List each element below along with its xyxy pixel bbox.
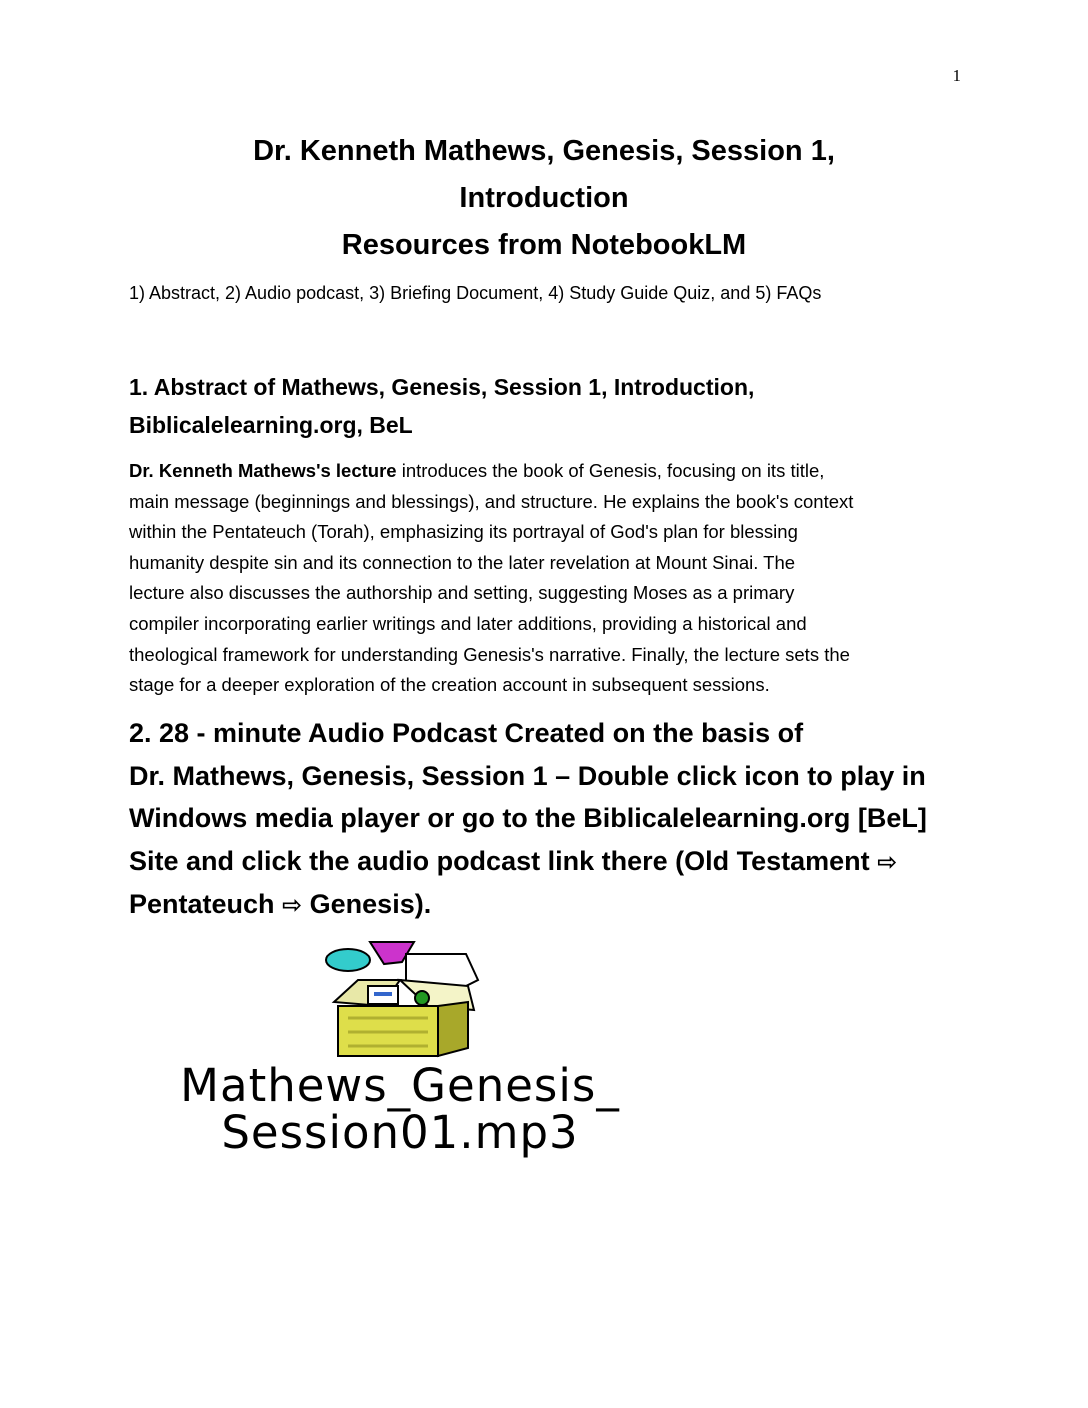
page-number: 1 (952, 66, 961, 85)
abstract-paragraph (129, 456, 964, 701)
media-package-icon[interactable] (318, 940, 484, 1058)
audio-heading-line: Pentateuch ⇨ Genesis). (129, 889, 432, 919)
title-line-2: Introduction (459, 182, 629, 214)
abstract-line: within the Pentateuch (Torah), emphasizing its portrayal of God's plan for blessing (129, 521, 798, 543)
audio-heading-line: Dr. Mathews, Genesis, Session 1 – Double click icon to play in (129, 760, 926, 791)
arrow-right-icon: ⇨ (282, 891, 303, 919)
abstract-line: lecture also discusses the authorship and setting, suggesting Moses as a primary (129, 582, 795, 604)
abstract-line: compiler incorporating earlier writings and later additions, providing a historical and (129, 612, 807, 634)
abstract-line: Dr. Kenneth Mathews's lecture introduces the book of Genesis, focusing on its title, (129, 460, 825, 481)
audio-heading-line: Site and click the audio podcast link there (Old Testament ⇨ (129, 845, 898, 876)
attachment-file-name[interactable] (140, 1059, 660, 1159)
abstract-line: humanity despite sin and its connection to the later revelation at Mount Sinai. The (129, 551, 796, 573)
contents-line: 1) Abstract, 2) Audio podcast, 3) Briefing Document, 4) Study Guide Quiz, and 5) FAQs (129, 283, 822, 303)
title-line-1: Dr. Kenneth Mathews, Genesis, Session 1, (253, 135, 835, 167)
document-title (0, 128, 1088, 269)
abstract-line: stage for a deeper exploration of the creation account in subsequent sessions. (129, 674, 770, 696)
file-name-line-2: Session01.mp3 (221, 1106, 579, 1159)
abstract-heading-line-2: Biblicalelearning.org, BeL (129, 412, 413, 438)
abstract-heading-line-1: 1. Abstract of Mathews, Genesis, Session 1, Introduction, (129, 374, 755, 400)
audio-heading-line: 2. 28 - minute Audio Podcast Created on the basis of (129, 718, 804, 748)
audio-heading-line: Windows media player or go to the Biblicalelearning.org [BeL] (129, 803, 927, 833)
file-name-line-1: Mathews_Genesis_ (180, 1059, 620, 1112)
arrow-right-icon: ⇨ (877, 847, 898, 876)
abstract-heading (129, 368, 969, 444)
abstract-lead: Dr. Kenneth Mathews's lecture (129, 460, 397, 481)
abstract-line: main message (beginnings and blessings), and structure. He explains the book's context (129, 490, 854, 512)
abstract-line: theological framework for understanding Genesis's narrative. Finally, the lecture sets the (129, 643, 850, 665)
audio-podcast-heading (129, 712, 979, 927)
title-line-3: Resources from NotebookLM (341, 229, 747, 261)
